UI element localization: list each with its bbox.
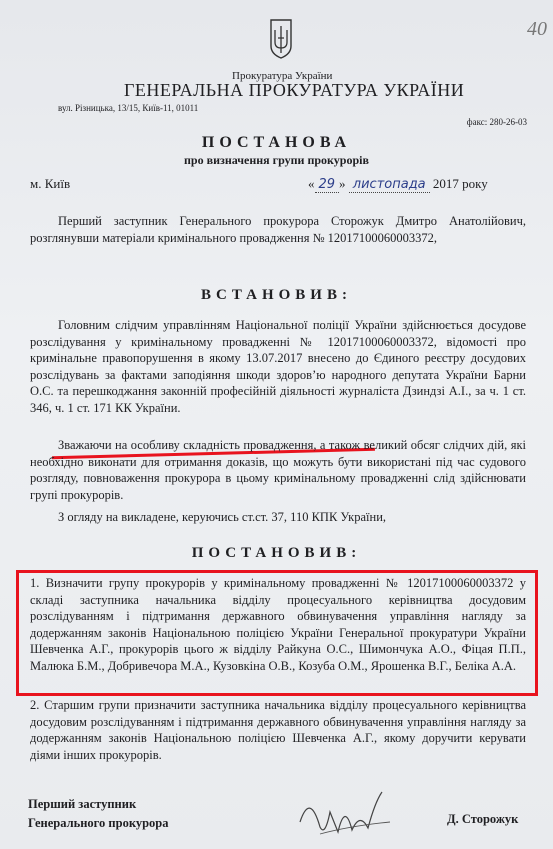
document-title: ПОСТАНОВА (201, 134, 352, 151)
date-day: 29 (315, 177, 340, 193)
signatory-position-line-1: Перший заступник (28, 797, 137, 811)
date-open-quote: « (308, 176, 315, 191)
signatory-position-line-2: Генерального прокурора (28, 816, 169, 830)
document-date (308, 176, 488, 192)
org-title: ГЕНЕРАЛЬНА ПРОКУРАТУРА УКРАЇНИ (124, 80, 465, 100)
basis-text: З огляду на викладене, керуючись ст.ст. 37, 110 КПК України, (58, 510, 387, 524)
intro-paragraph (30, 213, 526, 246)
reason-paragraph (30, 437, 526, 503)
resolution-item-1 (30, 575, 526, 674)
facts-text: Головним слідчим управлінням Національної поліції України здійснюється досудове розслідування у кримінальному провадженні № 12017100060003372, відомості про кримінальне правопорушення в якому 13.07.2017 внесено до Єдиного реєстру досудових розслідувань за фактами заподіяння шкоди здоров’ю народного депутата України Барни О.С. та перешкоджання законній професійній діяльності журналіста Дзиндзі А.І., за ч. 1 ст. 346, ч. 1 ст. 171 КК України. (30, 318, 526, 415)
handwritten-signature-icon (290, 782, 400, 842)
item-2-text: 2. Старшим групи призначити заступника начальника відділу процесуального керівництва досудовим розслідуванням і підтримання державного обвинувачення управління нагляду за додержанням законів Національною поліцією Шевченка А.Г., якому доручити керувати діями інших прокурорів. (30, 698, 526, 762)
section-resolved: ПОСТАНОВИВ: (191, 545, 362, 561)
section-established: ВСТАНОВИВ: (201, 287, 352, 303)
signatory-name: Д. Сторожук (447, 812, 519, 826)
date-year: 2017 року (432, 176, 488, 191)
coat-of-arms-icon (268, 18, 294, 60)
item-1-text: 1. Визначити групу прокурорів у кримінальному провадженні № 12017100060003372 у складі заступника начальника відділу процесуального керівництва досудовим розслідуванням і підтримання державного обвинувачення управління нагляду за додержанням законів Національною поліцією України Генеральної прокуратури України Шевченка А.Г., прокурорів цього ж відділу Райкуна О.С., Шимончука А.О., Фіцая П.П., Малюка Б.М., Добривечора М.А., Кузовкіна О.В., Козуба О.М., Ярошенка В.Г., Беліка А.А. (30, 576, 526, 673)
org-subtitle: Прокуратура України (232, 70, 333, 82)
date-month: листопада (349, 177, 430, 193)
signatory-position (28, 795, 169, 833)
page-number: 40 (527, 18, 547, 40)
document-city: м. Київ (30, 176, 71, 191)
org-address: вул. Різницька, 13/15, Київ-11, 01011 (58, 103, 199, 113)
resolution-item-2 (30, 697, 526, 763)
facts-paragraph (30, 317, 526, 416)
intro-text: Перший заступник Генерального прокурора Сторожук Дмитро Анатолійович, розглянувши матеріали кримінального провадження № 12017100060003372, (30, 214, 526, 245)
document-subtitle: про визначення групи прокурорів (184, 153, 369, 167)
org-fax: факс: 280-26-03 (466, 117, 527, 127)
reason-text: Зважаючи на особливу складність провадження, а також великий обсяг слідчих дій, які необхідно виконати для отримання доказів, що можуть бути використані під час судового розгляду, повноваження прокурора в цьому кримінальному провадженні слід здійснювати групі прокурорів. (30, 438, 526, 502)
date-close-quote: » (339, 176, 346, 191)
basis-paragraph (30, 509, 526, 526)
